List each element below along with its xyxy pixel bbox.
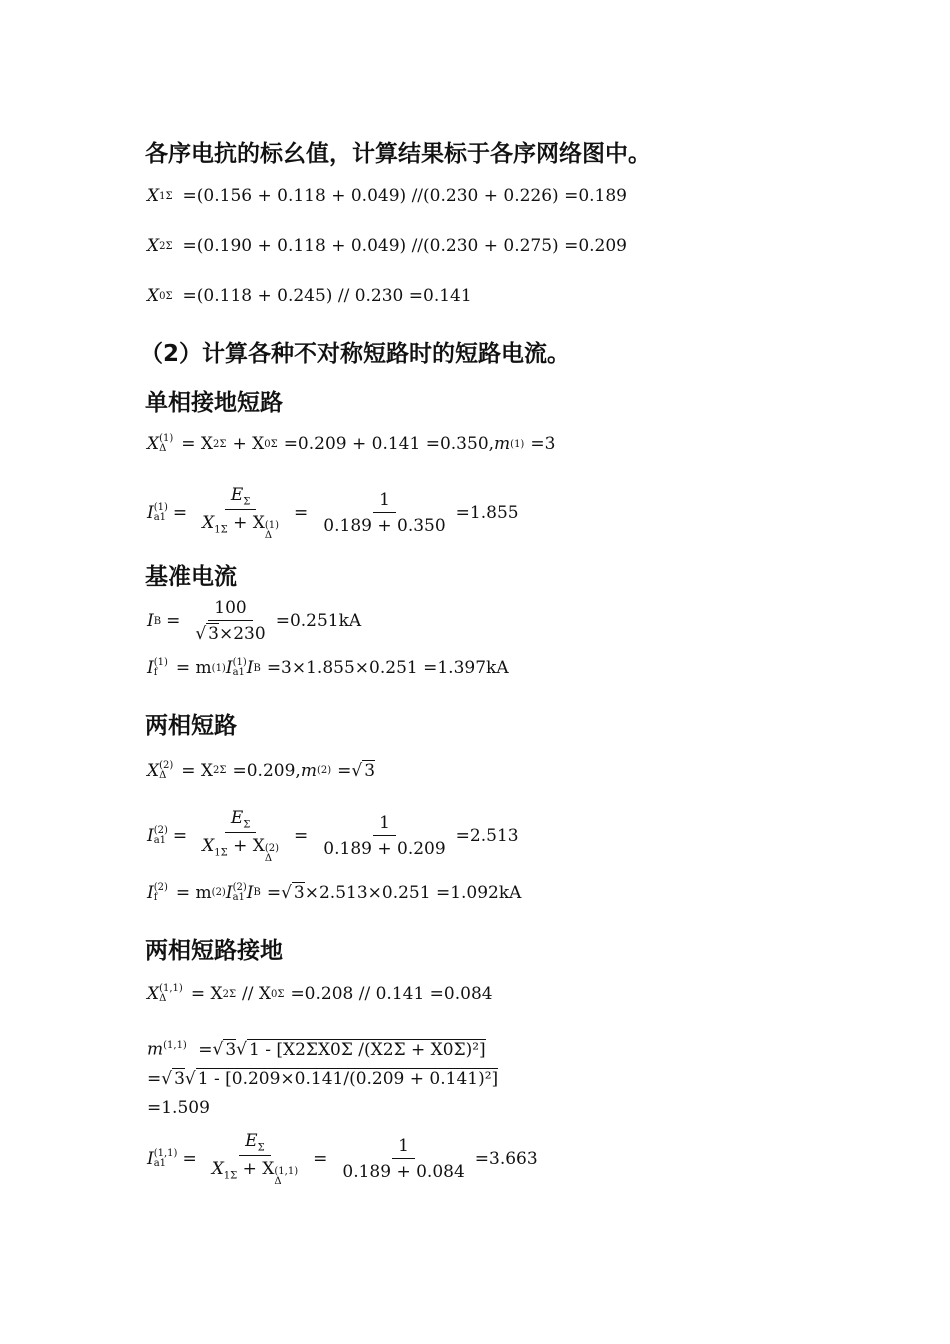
- eq-x1-lhs: X: [147, 186, 160, 206]
- tpg3-f1-num: E: [245, 1131, 258, 1151]
- tpg1-rhs-sub: 2Σ: [222, 988, 237, 1000]
- eq-x2-rhs: =(0.190 + 0.118 + 0.049) //(0.230 + 0.275) =0.209: [182, 236, 627, 256]
- eq-x0: [147, 286, 472, 306]
- eq-x2-sub: 2Σ: [159, 240, 173, 252]
- tpg2-line1-root: 3: [225, 1039, 237, 1060]
- eq-x0-rhs: =(0.118 + 0.245) // 0.230 =0.141: [182, 286, 472, 306]
- sp1-sup: (1): [159, 433, 174, 444]
- tp2-result: =2.513: [455, 826, 519, 847]
- tp2-frac1: [196, 808, 285, 864]
- tpg2-line1-eq: =: [198, 1039, 213, 1060]
- eq-x1-rhs: =(0.156 + 0.118 + 0.049) //(0.230 + 0.226) =0.189: [182, 186, 627, 206]
- tpg3-frac2: [336, 1136, 470, 1182]
- tp1-m-eq: =: [337, 760, 352, 781]
- tpg2-lhs: m: [147, 1039, 164, 1060]
- tp1-m-sup: (2): [316, 765, 332, 776]
- tpg1-mid-sub: 0Σ: [271, 988, 285, 1000]
- tp3-rhs-sup: (2): [211, 887, 226, 898]
- two-phase-eq3: I (2) f = m (2) I (2) a1 I B = √ 3 ×2.513×0.251 =1.092kA: [147, 881, 522, 903]
- tpg3-lhs: I: [147, 1149, 154, 1170]
- two-phase-ground-eq1: [147, 984, 493, 1004]
- sp2-frac2: [317, 490, 451, 536]
- sp2-f1-num-sub: Σ: [243, 496, 251, 508]
- sp2-frac1: [196, 485, 285, 541]
- tp2-f1-den-sup: (2): [264, 843, 280, 855]
- tpg3-frac1: [206, 1131, 304, 1187]
- tpg3-sup: (1,1): [153, 1148, 178, 1160]
- tp3-eq: =: [266, 882, 282, 903]
- eq-x1-sub: 1Σ: [159, 190, 173, 202]
- sp1-sub: Δ: [159, 443, 167, 454]
- tp3-sup: (2): [153, 881, 168, 893]
- bc2-ib-sub: B: [253, 662, 261, 674]
- tp2-sub: a1: [153, 835, 167, 847]
- tp3-i-sup: (2): [232, 881, 247, 893]
- bc2-sub: f: [153, 667, 158, 678]
- two-phase-eq1: X (2) Δ = X 2Σ =0.209, m (2) = √ 3: [147, 759, 376, 781]
- tp1-tail: =0.209,: [232, 760, 301, 781]
- bc2-sup: (1): [153, 657, 168, 668]
- tp2-f2-den: 0.189 + 0.209: [323, 839, 446, 860]
- single-phase-eq1: [147, 434, 555, 454]
- sp1-lhs: X: [147, 434, 160, 454]
- sp2-f1-den-sup: (1): [264, 520, 280, 532]
- base-current-eq1: I B = $\frac{100}{√ 3\times 230}$ =0.251kA: [147, 598, 362, 644]
- tp2-lhs: I: [147, 826, 154, 847]
- tp3-ib: I: [246, 882, 254, 903]
- sp2-sub: a1: [153, 512, 167, 524]
- bc1-den-root: 3: [208, 624, 219, 644]
- sp2-f1-num: E: [230, 485, 244, 505]
- sp2-f1-den-sub2: Δ: [264, 530, 273, 542]
- tpg3-f1-den-sub2: Δ: [274, 1176, 282, 1188]
- base-current-eq2: [147, 658, 509, 678]
- tp1-rhs: = X: [181, 760, 214, 781]
- bc1-result: =0.251kA: [275, 611, 362, 631]
- tpg2-sup: (1,1): [163, 1040, 187, 1051]
- tp1-m-root: 3: [364, 761, 376, 781]
- bc2-result: =3×1.855×0.251 =1.397kA: [266, 658, 509, 678]
- tp3-root: 3: [293, 883, 305, 903]
- tpg3-f1-den-sub: 1Σ: [223, 1170, 238, 1182]
- tpg1-mid: // X: [242, 984, 271, 1004]
- two-phase-ground-eq2: $m^{(1,1)}$ =√ 3√ 1 - [X2ΣX0Σ /(X2Σ + X0Σ)²] =√ 3√ 1 - [0.209×0.141/(0.209 + 0.141)²] =1.509: [147, 1031, 498, 1123]
- bc2-i-sub: a1: [232, 667, 245, 678]
- tp2-frac2: [317, 813, 451, 859]
- eq-x2: [147, 236, 627, 256]
- tpg1-sup: (1,1): [159, 983, 183, 994]
- tp1-sub: Δ: [159, 769, 167, 781]
- tp2-f1-den: X: [202, 836, 215, 857]
- bc1-num: 100: [208, 598, 252, 621]
- tpg1-tail: =0.208 // 0.141 =0.084: [290, 984, 493, 1004]
- tpg3-sub: a1: [153, 1158, 167, 1170]
- bc1-lhs: I: [147, 611, 154, 631]
- two-phase-eq2: I (2) a1 = $E_\Sigma$ $X_{1\Sigma} + X$ (2) Δ = $\frac{1}{0.189 + 0.209}$ =2.513: [147, 808, 519, 865]
- tpg2-line1-body: 1 - [X2ΣX0Σ /(X2Σ + X0Σ)²]: [249, 1039, 486, 1060]
- tpg3-f1-den-sup: (1,1): [274, 1166, 299, 1178]
- tp3-i: I: [225, 882, 233, 903]
- tpg3-f2-den: 0.189 + 0.084: [342, 1162, 465, 1183]
- sp2-f2-den: 0.189 + 0.350: [323, 516, 446, 537]
- bc2-ib: I: [246, 658, 254, 678]
- tp2-f2-num: 1: [373, 813, 396, 836]
- tp1-lhs: X: [147, 760, 160, 781]
- sp2-sup: (1): [153, 502, 168, 514]
- tp3-ib-sub: B: [253, 887, 261, 898]
- sp2-f1-den-sub: 1Σ: [214, 524, 228, 536]
- intro-heading: 各序电抗的标幺值，计算结果标于各序网络图中。: [145, 141, 651, 167]
- tpg3-f1-num-sub: Σ: [257, 1142, 265, 1154]
- single-phase-eq2: I (1) a1 = $E_\Sigma$ $X_{1\Sigma} + X$ (1) Δ = $\frac{1}{0.189 + 0.350}$ =1.855: [147, 485, 519, 542]
- base-current-heading: 基准电流: [145, 564, 237, 590]
- tpg1-rhs: = X: [190, 984, 223, 1004]
- tp2-f1-num-sub: Σ: [243, 819, 251, 831]
- tpg1-sub: Δ: [159, 993, 167, 1004]
- tpg2-line3: =1.509: [147, 1097, 210, 1118]
- sp1-plus: + X: [232, 434, 265, 454]
- tp2-f1-den-sub: 1Σ: [214, 847, 228, 859]
- sp1-plus-sub: 0Σ: [264, 438, 278, 450]
- bc2-rhs-sup: (1): [211, 662, 226, 674]
- tpg1-lhs: X: [147, 984, 160, 1004]
- bc1-frac: $\frac{100}{√ 3\times 230}$: [195, 598, 266, 644]
- sp1-tail: =0.209 + 0.141 =0.350,: [283, 434, 495, 454]
- tpg3-f2-num: 1: [392, 1136, 415, 1159]
- tp3-rhs: = m: [175, 882, 212, 903]
- tpg2-line2-body: 1 - [0.209×0.141/(0.209 + 0.141)²]: [197, 1068, 499, 1089]
- tp2-f1-num: E: [230, 808, 244, 828]
- sp2-f1-den: X: [202, 513, 215, 534]
- eq-x0-lhs: X: [147, 286, 160, 306]
- sp1-m: m: [494, 434, 511, 454]
- sp2-f2-num: 1: [373, 490, 396, 513]
- section2-heading: （2）计算各种不对称短路时的短路电流。: [140, 341, 571, 367]
- sp1-rhs: = X: [181, 434, 214, 454]
- tp3-result: ×2.513×0.251 =1.092kA: [304, 882, 522, 903]
- sp2-lhs: I: [147, 503, 154, 524]
- tp2-f1-den-plus: + X: [233, 836, 265, 857]
- tpg3-f1-den-plus: + X: [242, 1159, 275, 1180]
- tpg3-result: =3.663: [474, 1149, 538, 1170]
- eq-x2-lhs: X: [147, 236, 160, 256]
- bc1-den-tail: ×230: [219, 624, 266, 644]
- sp1-m-val: =3: [530, 434, 556, 454]
- sp2-f1-den-plus: + X: [233, 513, 265, 534]
- single-phase-heading: 单相接地短路: [145, 390, 283, 416]
- tp3-sub: f: [153, 891, 158, 903]
- tp2-f1-den-sub2: Δ: [264, 853, 273, 865]
- bc2-i-sup: (1): [232, 657, 247, 668]
- sp1-rhs-sub: 2Σ: [213, 438, 227, 450]
- two-phase-ground-heading: 两相短路接地: [145, 938, 283, 964]
- tp3-i-sub: a1: [232, 891, 245, 903]
- eq-x1: [147, 186, 627, 206]
- eq-x0-sub: 0Σ: [159, 290, 173, 302]
- tp3-lhs: I: [147, 882, 154, 903]
- bc2-rhs: = m: [175, 658, 212, 678]
- tp1-m: m: [300, 760, 317, 781]
- two-phase-ground-eq3: I (1,1) a1 = $E_\Sigma$ $X_{1\Sigma} + X$ (1,1) Δ = $\frac{1}{0.189 + 0.084}$ =3.663: [147, 1131, 538, 1188]
- sp2-result: =1.855: [455, 503, 519, 524]
- bc2-lhs: I: [147, 658, 154, 678]
- tp1-rhs-sub: 2Σ: [213, 765, 227, 776]
- tpg2-line2-root: 3: [174, 1068, 185, 1089]
- tp2-sup: (2): [153, 825, 168, 837]
- two-phase-heading: 两相短路: [145, 713, 237, 739]
- bc1-sub: B: [153, 615, 162, 627]
- tp1-sup: (2): [159, 759, 174, 771]
- bc2-i: I: [225, 658, 233, 678]
- sp1-m-sup: (1): [510, 438, 525, 450]
- tpg3-f1-den: X: [211, 1159, 224, 1180]
- tpg2-line2-eq: =: [147, 1068, 162, 1089]
